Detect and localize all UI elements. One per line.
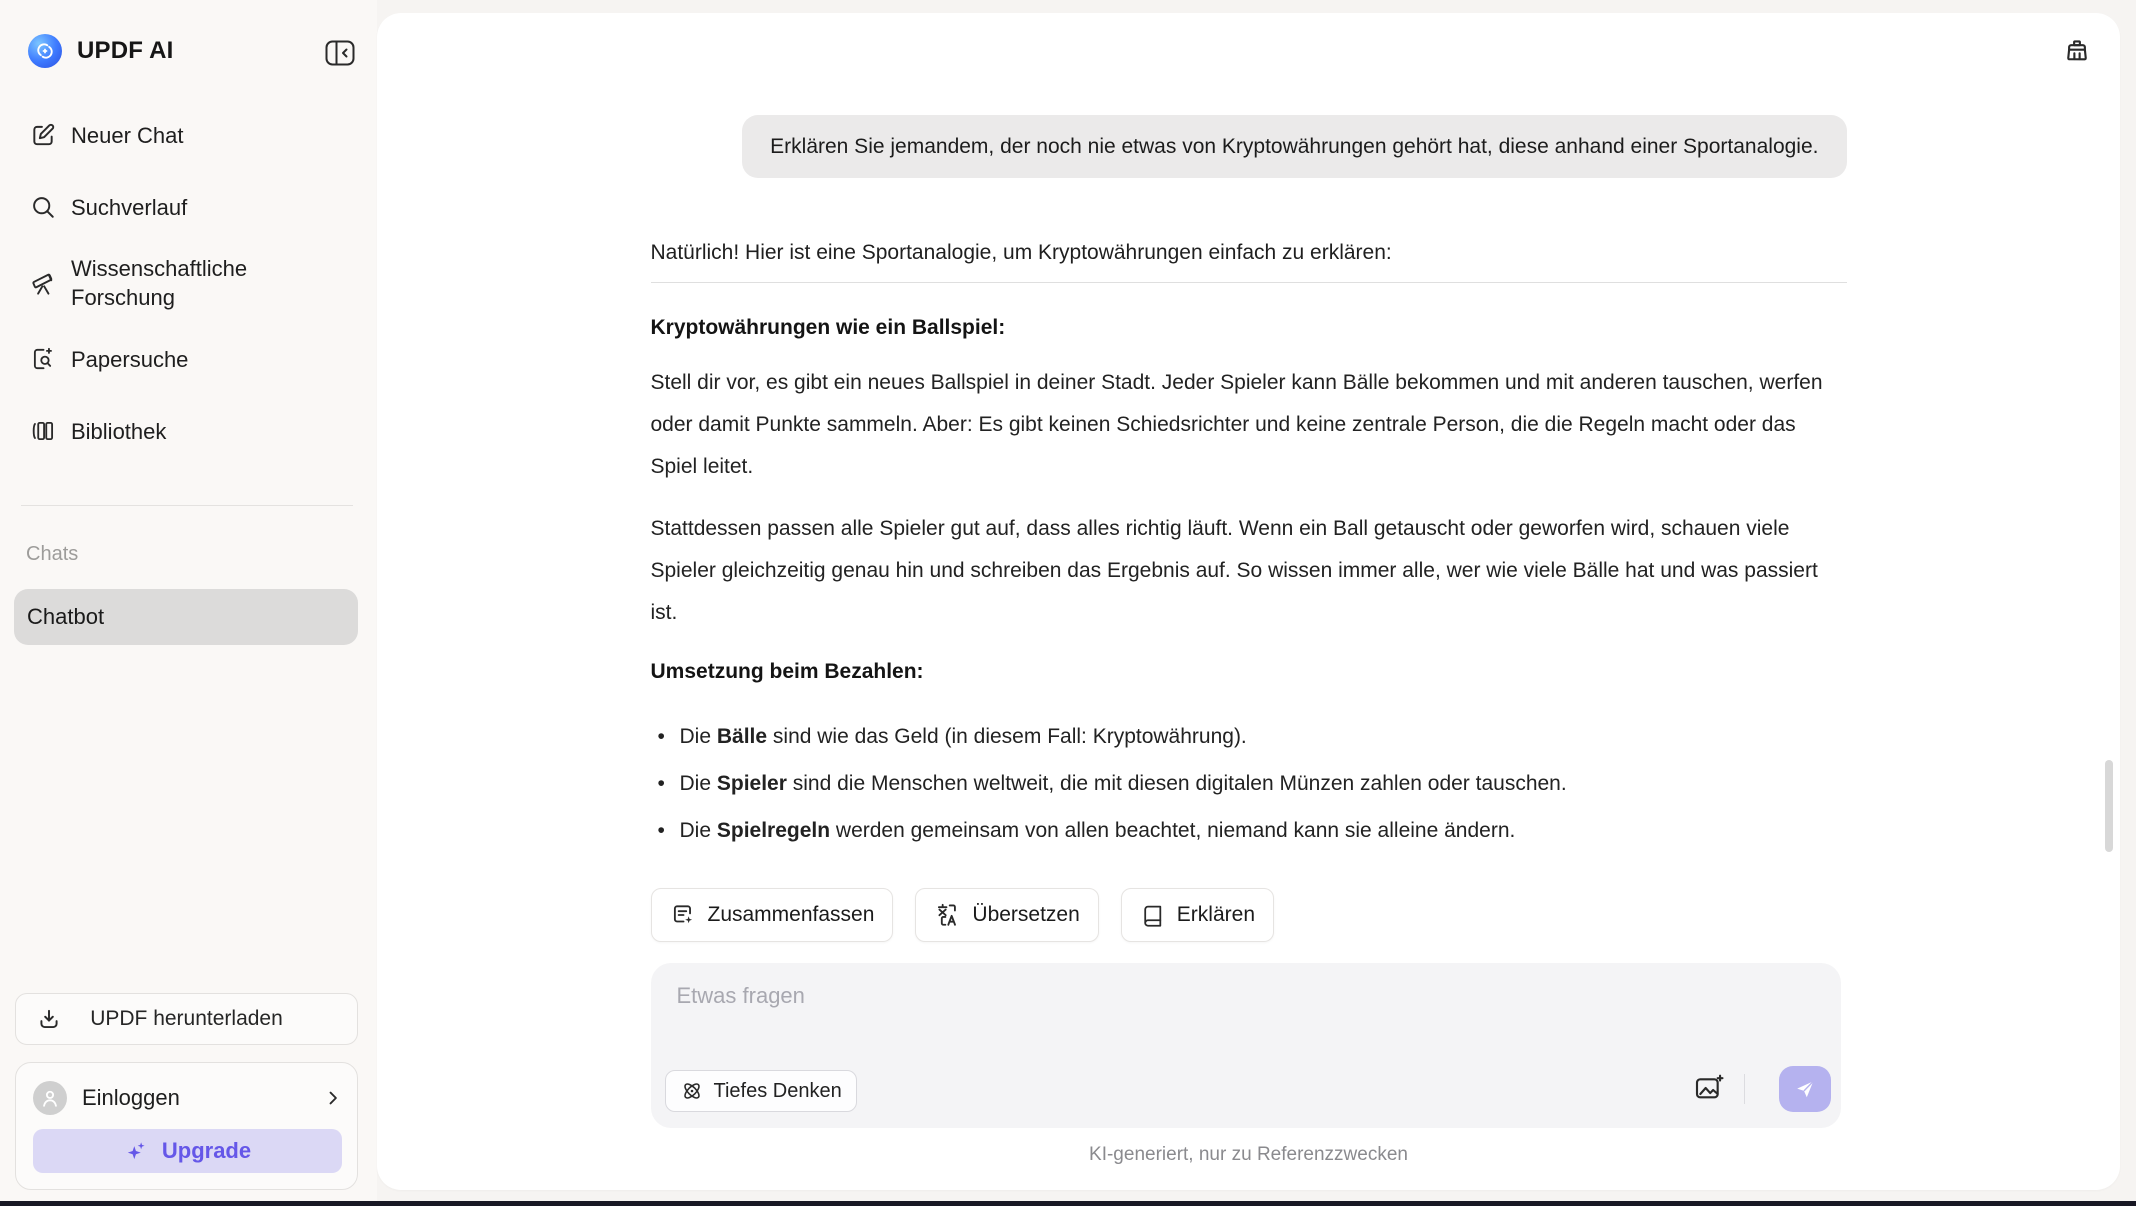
answer-paragraph-1: Stell dir vor, es gibt ein neues Ballspiel in deiner Stadt. Jeder Spieler kann Bälle bekommen und mit anderen tauschen, werfen oder damit Punkte sammeln. Aber: Es gibt keinen Schiedsrichter und keine zentrale Person, die die Regeln macht oder das Spiel leitet. [650, 371, 1823, 478]
sidebar-nav [30, 110, 359, 456]
bullet-text: Die [679, 725, 717, 748]
sidebar-item-suchverlauf[interactable] [30, 182, 359, 232]
sidebar-item-label: Suchverlauf [71, 194, 188, 220]
assistant-intro: Natürlich! Hier ist eine Sportanalogie, um Kryptowährungen einfach zu erklären: [650, 241, 1392, 264]
bullet-text: sind die Menschen weltweit, die mit diesen digitalen Münzen zahlen oder tauschen. [786, 772, 1567, 795]
account-card [15, 1062, 358, 1190]
sidebar-item-label: Neuer Chat [71, 122, 184, 148]
answer-paragraph-2: Stattdessen passen alle Spieler gut auf, dass alles richtig läuft. Wenn ein Ball getauscht oder geworfen wird, schauen viele Spieler gleichzeitig genau hin und schreiben das Ergebnis auf. So wissen immer alle, wer wie viele Bälle hat und was passiert ist. [650, 517, 1818, 624]
sidebar-divider [21, 505, 353, 506]
upgrade-label: Upgrade [161, 1138, 252, 1163]
sidebar-item-neuer-chat[interactable] [30, 110, 359, 160]
brand-name: UPDF AI [77, 37, 174, 64]
sidebar-item-label: Wissenschaftliche Forschung [71, 256, 248, 310]
action-label: Zusammenfassen [707, 903, 875, 926]
updf-logo-icon [28, 34, 62, 68]
bullet-text: sind wie das Geld (in diesem Fall: Kryptowährung). [767, 725, 1247, 748]
telescope-icon [30, 270, 57, 297]
library-icon [30, 418, 57, 444]
sidebar-item-chatbot[interactable] [14, 589, 358, 645]
sidebar [0, 0, 377, 1206]
download-icon [36, 1007, 62, 1033]
avatar [33, 1081, 67, 1115]
translate-icon [934, 902, 960, 928]
translate-button[interactable] [915, 888, 1098, 942]
book-icon [1140, 903, 1165, 928]
action-label: Übersetzen [972, 903, 1080, 926]
deep-thinking-toggle[interactable] [665, 1070, 857, 1112]
ai-disclaimer: KI-generiert, nur zu Referenzzwecken [1089, 1144, 1408, 1165]
sidebar-item-wissenschaftliche-forschung[interactable] [30, 254, 359, 312]
list-item [651, 807, 1847, 854]
chat-item-label: Chatbot [27, 604, 105, 629]
deep-thinking-label: Tiefes Denken [713, 1079, 842, 1102]
image-icon [1693, 1072, 1725, 1104]
collapse-sidebar-button[interactable] [325, 40, 355, 66]
list-item [651, 760, 1847, 807]
bullet-bold: Spielregeln [716, 819, 831, 842]
composer-divider [1744, 1074, 1745, 1104]
download-updf-button[interactable] [15, 993, 358, 1045]
send-icon [1793, 1077, 1817, 1101]
user-message-bubble: Erklären Sie jemandem, der noch nie etwas von Kryptowährungen gehört hat, diese anhand einer Sportanalogie. [742, 115, 1846, 178]
composer [651, 963, 1841, 1128]
chat-content [651, 13, 1847, 1166]
answer-heading-1: Kryptowährungen wie ein Ballspiel: [650, 316, 1006, 339]
answer-heading-2: Umsetzung beim Bezahlen: [650, 660, 924, 683]
broom-icon [2062, 37, 2092, 67]
chevron-right-icon [323, 1088, 343, 1108]
sparkle-icon [124, 1138, 150, 1164]
clear-chat-button[interactable] [2062, 37, 2094, 69]
explain-button[interactable] [1121, 888, 1274, 942]
sidebar-item-label: Bibliothek [71, 418, 167, 444]
bullet-text: werden gemeinsam von allen beachtet, niemand kann sie alleine ändern. [830, 819, 1516, 842]
paper-search-icon [30, 346, 57, 372]
upgrade-button[interactable] [33, 1129, 342, 1173]
message-input[interactable] [675, 981, 1817, 1051]
chat-panel [377, 13, 2120, 1190]
collapse-sidebar-icon [325, 40, 355, 66]
bullet-bold: Bälle [716, 725, 768, 748]
answer-divider [651, 282, 1847, 283]
chats-section-label: Chats [26, 543, 79, 565]
new-chat-icon [30, 122, 57, 148]
summarize-icon [670, 902, 696, 928]
login-button[interactable] [33, 1079, 343, 1117]
sidebar-item-papersuche[interactable] [30, 334, 359, 384]
scrollbar-thumb[interactable] [2105, 760, 2113, 852]
atom-icon [680, 1079, 704, 1103]
search-icon [30, 194, 57, 220]
taskbar-edge [0, 1201, 2136, 1206]
download-button-label: UPDF herunterladen [90, 1007, 283, 1030]
sidebar-item-label: Papersuche [71, 346, 189, 372]
action-label: Erklären [1176, 903, 1255, 926]
attach-image-button[interactable] [1693, 1072, 1725, 1104]
login-label: Einloggen [82, 1085, 180, 1110]
sidebar-item-bibliothek[interactable] [30, 406, 359, 456]
send-button[interactable] [1779, 1066, 1831, 1112]
bullet-text: Die [679, 772, 717, 795]
bullet-text: Die [679, 819, 717, 842]
summarize-button[interactable] [651, 888, 894, 942]
app-logo [28, 34, 174, 68]
answer-bullet-list [651, 713, 1847, 854]
list-item [651, 713, 1847, 760]
quick-actions-row [651, 888, 1847, 942]
bullet-bold: Spieler [716, 772, 787, 795]
